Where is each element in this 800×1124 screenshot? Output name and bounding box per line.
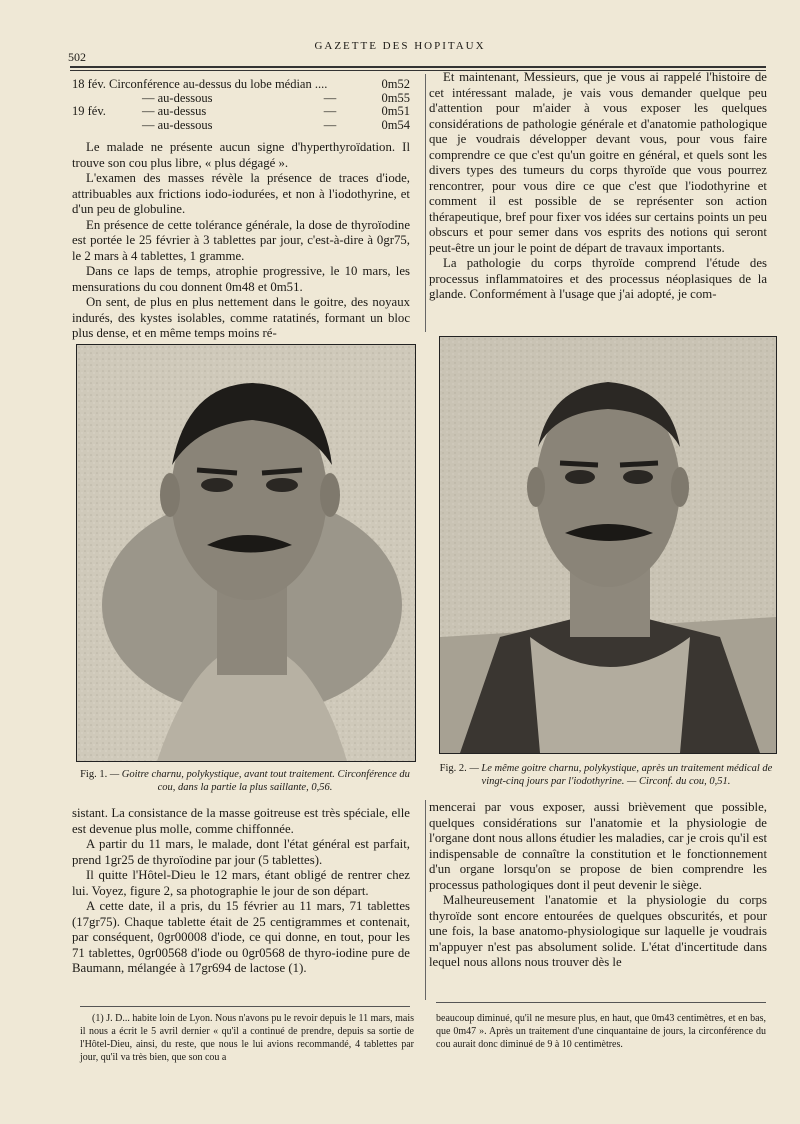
measurement-row [72,105,410,119]
measurement-row [72,119,410,133]
footnote-right [436,1012,766,1051]
left-column-top [72,140,410,342]
measurement-dash: — [323,117,337,132]
measurement-table [72,78,410,132]
footnote-rule-right [436,1002,766,1003]
measurement-label: 18 fév. Circonférence au-dessus du lobe médian .... [72,77,328,91]
portrait-after-treatment [440,337,776,753]
measurement-dash: — [323,90,337,105]
measurement-label: — au-dessous [142,117,213,132]
column-divider-bottom [425,800,426,1000]
paragraph: La pathologie du corps thyroïde comprend l'étude des processus inflammatoires et des processus néoplasiques de la glande. Conformément à l'usage que j'ai adopté, je com- [429,256,767,301]
right-column-bottom [429,800,767,971]
paragraph: Le malade ne présente aucun signe d'hyperthyroïdation. Il trouve son cou plus libre, « plus dégagé ». [72,140,410,170]
paragraph: mencerai par vous exposer, aussi brièvement que possible, quelques considérations sur l'anatomie et la physiologie de l'organe dont nous allons étudier les maladies, car je crois qu'il est indispensable de connaître la constitution et le fonctionnement d'un organe lorsqu'on se propose de bien comprendre les processus pathologiques dont il peut devenir le siège. [429,800,767,892]
measurement-label: — au-dessus [142,104,207,118]
portrait-before-treatment [77,345,415,761]
figure-2-photograph [439,336,777,754]
header-rule [70,66,766,68]
figure-caption-text: — Goitre charnu, polykystique, avant tout traitement. Circonférence du cou, dans la partie la plus saillante, 0,56. [109,769,410,793]
right-column-top [429,70,767,303]
measurement-value: 0m55 [381,90,410,105]
measurement-date [72,92,142,106]
measurement-date: 19 fév. [72,104,106,118]
measurement-value: 0m52 [381,77,410,91]
figure-caption-text: — Le même goitre charnu, polykystique, après un traitement médical de vingt-cinq jours par l'iodothyrine. — Circonf. du cou, 0,51. [469,763,773,787]
figure-number: Fig. 1. [80,769,108,780]
left-column-bottom [72,806,410,977]
running-title: GAZETTE DES HOPITAUX [314,40,486,52]
paragraph: Malheureusement l'anatomie et la physiologie du corps thyroïde sont encore entourées de quelques obscurités, et pour une fois, la base anatomo-physiologique sur laquelle je voudrais m'appuyer n'est pas absolument solide. L'état d'incertitude dans lequel nous allons nous trouver dès le [429,893,767,969]
figure-1-caption [76,768,414,794]
figure-2-caption [436,762,776,788]
paragraph: L'examen des masses révèle la présence de traces d'iode, attribuables aux frictions iodo-iodurées, et non à l'iodothyrine, et d'un peu de globuline. [72,171,410,216]
paragraph: A partir du 11 mars, le malade, dont l'état général est parfait, prend 1gr25 de thyroïodine par jour (5 tablettes). [72,837,410,867]
measurement-dash: — [323,104,337,118]
measurement-row [72,92,410,106]
paragraph: A cette date, il a pris, du 15 février au 11 mars, 71 tablettes (17gr75). Chaque tablette était de 25 centigrammes et contenait, par conséquent, 0gr00008 d'iode, ce qui donne, en tout, pour les 71 tablettes, 0gr00568 d'iode ou 0gr0568 de thyro-iodine pure de Baumann, mélangée à 17gr694 de lactose (1). [72,899,410,975]
measurement-row [72,78,410,92]
footnote-text: (1) J. D... habite loin de Lyon. Nous n'avons pu le revoir depuis le 11 mars, mais il nous a écrit le 5 avril dernier « qu'il a continué de prendre, depuis sa sortie de l'Hôtel-Dieu, ainsi, du reste, que nous le lui avions recommandé, 4 tablettes par jour, qu'il va très bien, que son cou a [80,1013,414,1063]
paragraph: Dans ce laps de temps, atrophie progressive, le 10 mars, les mensurations du cou donnent 0m48 et 0m51. [72,264,410,294]
page-number: 502 [68,50,86,64]
paragraph: Et maintenant, Messieurs, que je vous ai rappelé l'histoire de cet intéressant malade, je vais vous demander quelque peu d'attention pour m'aider à vous exposer les quelques considérations de pathologie générale et d'anatomie pathologique que je voudrais développer devant vous, pour vous faire comprendre ce que c'est qu'un goitre en général, et quels sont les divers types des tumeurs du corps thyroïde que vous pourrez rencontrer, pour vous dire ce que c'est que l'iodothyrine et comment il est possible de se représenter son action thérapeutique, bref pour fixer vos idées sur certains points un peu obscurs et pour semer dans vos esprits des notions qui seront peut-être un jour le point de départ de travaux importants. [429,70,767,255]
footnote-rule-left [80,1006,410,1007]
measurement-value: 0m51 [381,104,410,118]
paragraph: sistant. La consistance de la masse goitreuse est très spéciale, elle est devenue plus molle, comme chiffonnée. [72,806,410,836]
footnote-text: beaucoup diminué, qu'il ne mesure plus, en haut, que 0m43 centimètres, et en bas, que 0m47 ». Après un traitement d'une cinquantaine de jours, la circonférence du cou aurait donc diminué de 9 à 10 centimètres. [436,1013,766,1050]
paragraph: Il quitte l'Hôtel-Dieu le 12 mars, étant obligé de rentrer chez lui. Voyez, figure 2, sa photographie le jour de son départ. [72,868,410,898]
paragraph: On sent, de plus en plus nettement dans le goitre, des noyaux indurés, des kystes isolables, comme ratatinés, formant un bloc plus dense, et en même temps moins ré- [72,295,410,340]
paragraph: En présence de cette tolérance générale, la dose de thyroïodine est portée le 25 février à 3 tablettes par jour, c'est-à-dire à 0gr75, le 2 mars à 4 tablettes, 1 gramme. [72,217,410,263]
figure-number: Fig. 2. [439,763,467,774]
footnote-left [80,1012,414,1064]
measurement-label: — au-dessous [142,90,213,105]
figure-1-photograph [76,344,416,762]
measurement-value: 0m54 [381,117,410,132]
measurement-date [72,119,142,133]
column-divider-top [425,74,426,332]
